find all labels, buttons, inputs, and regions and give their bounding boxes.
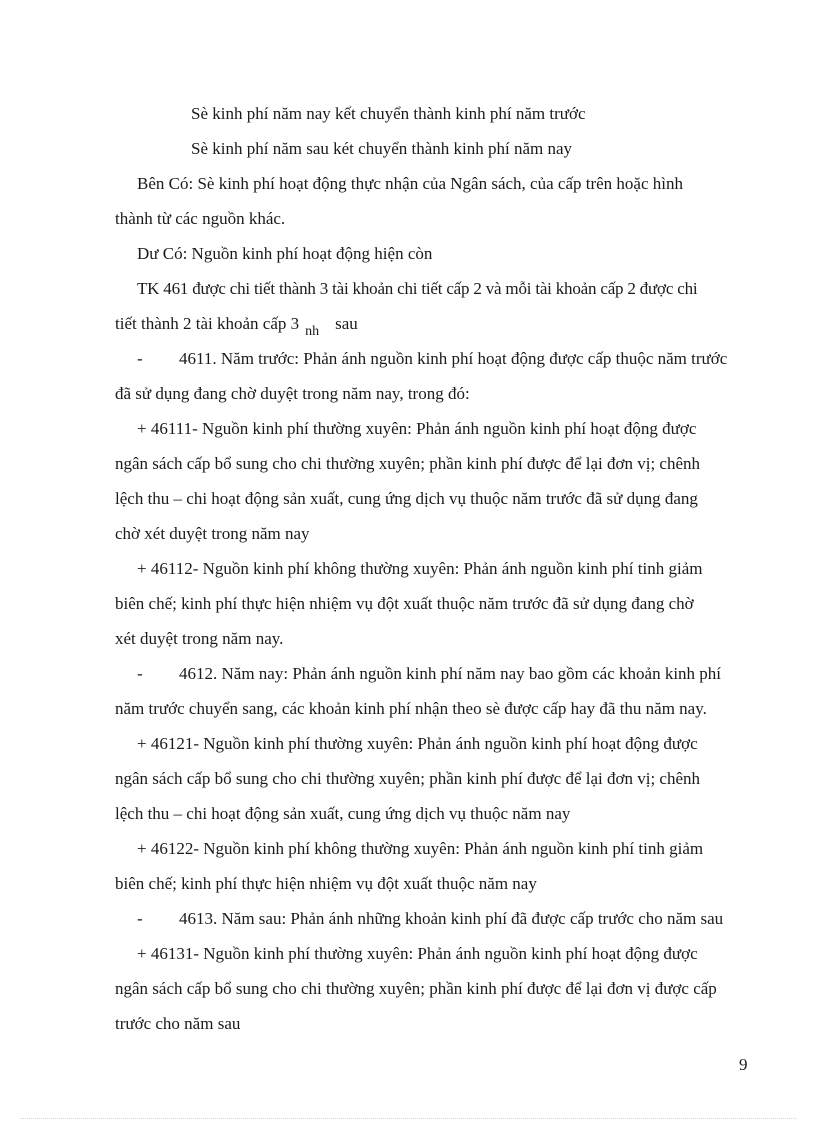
text-segment: tiết thành 2 tài khoản cấp 3 (115, 314, 300, 333)
text-line-23: biên chế; kinh phí thực hiện nhiệm vụ đột xuất thuộc năm nay (115, 874, 537, 893)
text-line-20: ngân sách cấp bổ sung cho chi thường xuyên; phần kinh phí được để lại đơn vị; chênh (115, 769, 701, 788)
text-line-5: Dư Có: Nguồn kinh phí hoạt động hiện còn (137, 244, 433, 263)
page-bottom-divider (20, 1118, 796, 1119)
text-line-26: ngân sách cấp bổ sung cho chi thường xuyên; phần kinh phí được để lại đơn vị được cấp (115, 979, 717, 998)
list-item-4613: 4613. Năm sau: Phản ánh những khoản kinh phí đã được cấp trước cho năm sau (179, 909, 724, 928)
text-line-14: + 46112- Nguồn kinh phí không thường xuyên: Phản ánh nguồn kinh phí tinh giảm (137, 559, 703, 578)
text-line-22: + 46122- Nguồn kinh phí không thường xuyên: Phản ánh nguồn kinh phí tinh giảm (137, 839, 704, 858)
text-line-12: lệch thu – chi hoạt động sản xuất, cung ứng dịch vụ thuộc năm trước đã sử dụng đang (115, 489, 698, 508)
text-line-1: Sè kinh phí năm nay kết chuyển thành kinh phí năm trước (191, 104, 586, 123)
text-fragment-nh: nh (305, 324, 320, 339)
list-item-4612: 4612. Năm nay: Phản ánh nguồn kinh phí năm nay bao gồm các khoản kinh phí (179, 664, 722, 683)
text-segment: sau (335, 314, 358, 333)
text-line-15: biên chế; kinh phí thực hiện nhiệm vụ đột xuất thuộc năm trước đã sử dụng đang chờ (115, 594, 694, 613)
text-line-7 (115, 314, 358, 339)
text-line-13: chờ xét duyệt trong năm nay (115, 524, 310, 543)
text-line-8 (137, 349, 727, 369)
text-line-3 (137, 174, 752, 194)
text-line-19: + 46121- Nguồn kinh phí thường xuyên: Phản ánh nguồn kinh phí hoạt động được (137, 734, 698, 753)
text-line-18: năm trước chuyển sang, các khoản kinh phí nhận theo sè được cấp hay đã thu năm nay. (115, 699, 707, 718)
text-line-10: + 46111- Nguồn kinh phí thường xuyên: Phản ánh nguồn kinh phí hoạt động được (137, 419, 697, 438)
text-line-11: ngân sách cấp bổ sung cho chi thường xuyên; phần kinh phí được để lại đơn vị; chênh (115, 454, 701, 473)
text-line-16: xét duyệt trong năm nay. (115, 629, 284, 648)
paragraph-text: Bên Có: Sè kinh phí hoạt động thực nhận của Ngân sách, của cấp trên hoặc hình (137, 174, 683, 193)
text-line-17 (137, 664, 721, 684)
list-item-4611: 4611. Năm trước: Phản ánh nguồn kinh phí hoạt động được cấp thuộc năm trước (179, 349, 728, 368)
text-line-6: TK 461 được chi tiết thành 3 tài khoản chi tiết cấp 2 và mỗi tài khoản cấp 2 được chi (137, 279, 698, 298)
list-dash: - (137, 664, 143, 683)
text-line-9: đã sử dụng đang chờ duyệt trong năm nay, trong đó: (115, 384, 470, 403)
page-number: 9 (739, 1055, 748, 1074)
text-line-2: Sè kinh phí năm sau két chuyển thành kinh phí năm nay (191, 139, 573, 158)
text-line-24 (137, 909, 723, 929)
text-line-27: trước cho năm sau (115, 1014, 241, 1033)
text-line-4: thành từ các nguồn khác. (115, 209, 286, 228)
list-dash: - (137, 909, 143, 928)
list-dash: - (137, 349, 143, 368)
text-line-21: lệch thu – chi hoạt động sản xuất, cung ứng dịch vụ thuộc năm nay (115, 804, 571, 823)
text-line-25: + 46131- Nguồn kinh phí thường xuyên: Phản ánh nguồn kinh phí hoạt động được (137, 944, 698, 963)
